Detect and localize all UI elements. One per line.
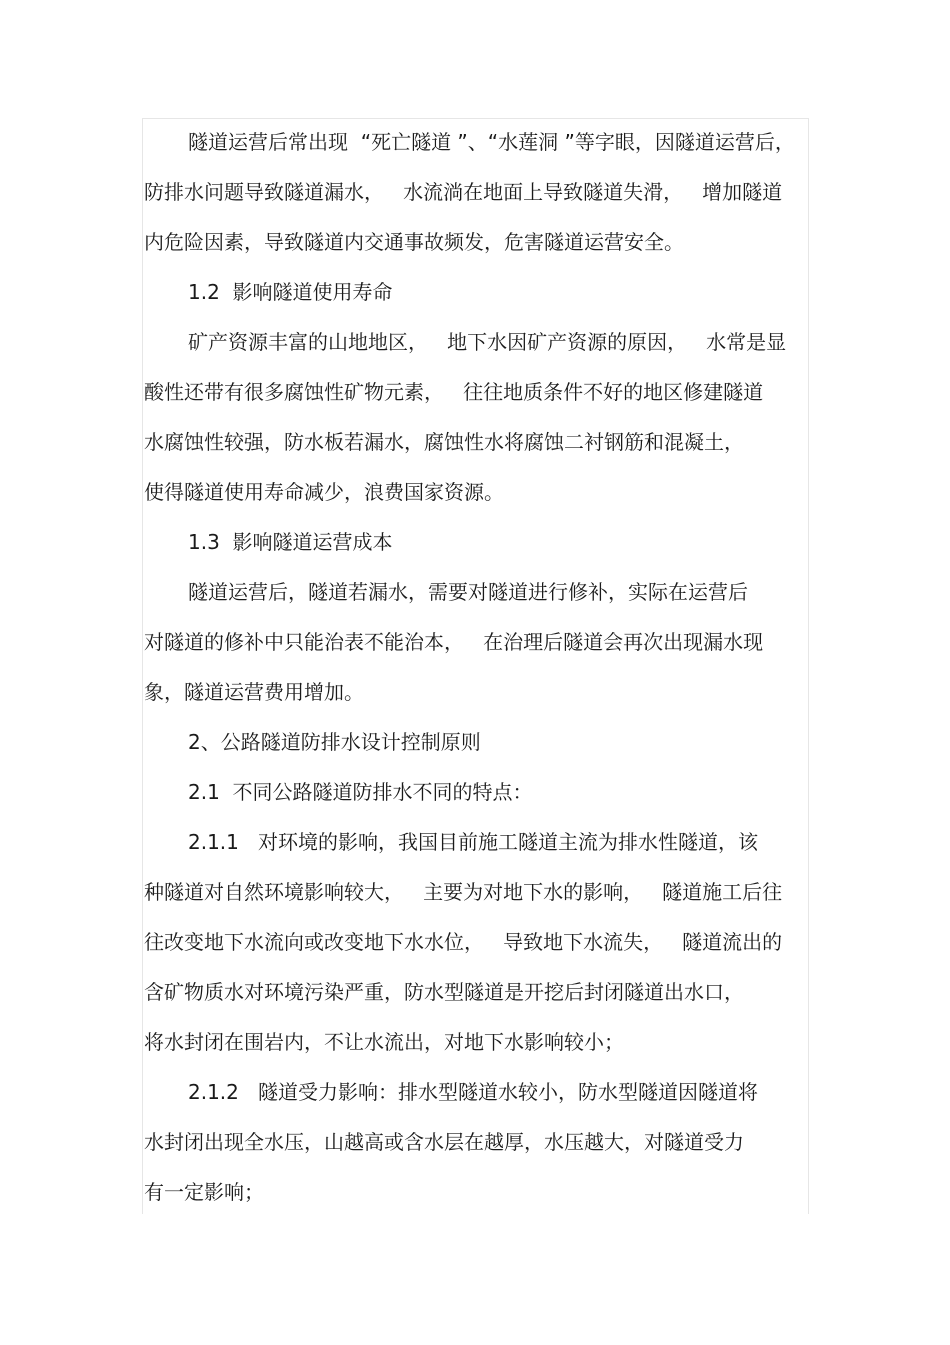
section-heading: 2、公路隧道防排水设计控制原则 (188, 730, 481, 754)
section-heading: 2.1 不同公路隧道防排水不同的特点： (188, 780, 533, 804)
paragraph-line: 将水封闭在围岩内，不让水流出，对地下水影响较小； (144, 1030, 624, 1054)
paragraph-line: 隧道运营后，隧道若漏水，需要对隧道进行修补，实际在运营后 (188, 580, 748, 604)
paragraph-line: 往改变地下水流向或改变地下水水位， 导致地下水流失， 隧道流出的 (144, 930, 783, 954)
paragraph-line: 酸性还带有很多腐蚀性矿物元素， 往往地质条件不好的地区修建隧道 (144, 380, 764, 404)
paragraph-line: 隧道运营后常出现 “死亡隧道 ”、“水莲洞 ”等字眼，因隧道运营后， (188, 130, 795, 154)
paragraph-line: 种隧道对自然环境影响较大， 主要为对地下水的影响， 隧道施工后往 (144, 880, 783, 904)
section-heading: 1.2 影响隧道使用寿命 (188, 280, 393, 304)
section-heading: 1.3 影响隧道运营成本 (188, 530, 393, 554)
paragraph-line: 内危险因素，导致隧道内交通事故频发，危害隧道运营安全。 (144, 230, 684, 254)
paragraph-line: 矿产资源丰富的山地地区， 地下水因矿产资源的原因， 水常是显 (188, 330, 787, 354)
paragraph-line: 2.1.1 对环境的影响，我国目前施工隧道主流为排水性隧道，该 (188, 830, 758, 854)
paragraph-line: 象，隧道运营费用增加。 (144, 680, 364, 704)
paragraph-line: 2.1.2 隧道受力影响：排水型隧道水较小，防水型隧道因隧道将 (188, 1080, 758, 1104)
paragraph-line: 使得隧道使用寿命减少，浪费国家资源。 (144, 480, 504, 504)
paragraph-line: 水封闭出现全水压，山越高或含水层在越厚，水压越大，对隧道受力 (144, 1130, 744, 1154)
paragraph-line: 含矿物质水对环境污染严重，防水型隧道是开挖后封闭隧道出水口， (144, 980, 744, 1004)
paragraph-line: 防排水问题导致隧道漏水， 水流淌在地面上导致隧道失滑， 增加隧道 (144, 180, 783, 204)
paragraph-line: 对隧道的修补中只能治表不能治本， 在治理后隧道会再次出现漏水现 (144, 630, 764, 654)
paragraph-line: 水腐蚀性较强，防水板若漏水，腐蚀性水将腐蚀二衬钢筋和混凝土， (144, 430, 744, 454)
paragraph-line: 有一定影响； (144, 1180, 264, 1204)
